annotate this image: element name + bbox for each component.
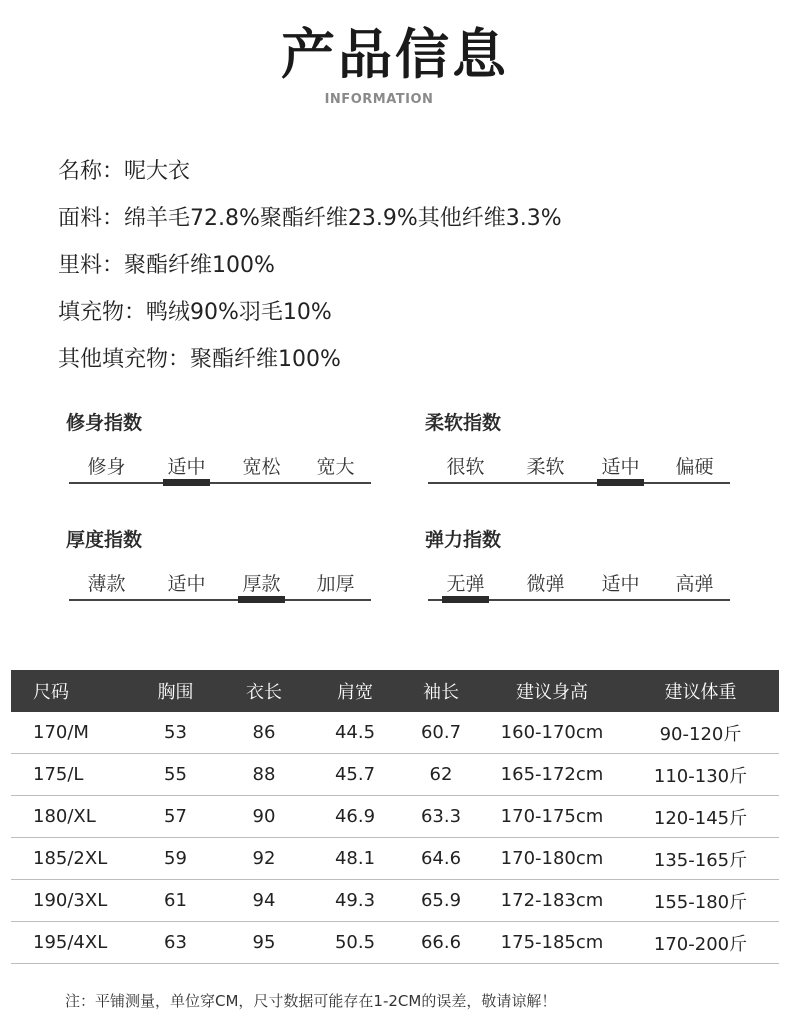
info-value: 绵羊毛72.8%聚酯纤维23.9%其他纤维3.3% — [124, 206, 562, 231]
table-row — [11, 922, 779, 964]
rating-softness — [425, 408, 730, 518]
table-cell: 155-180斤 — [622, 880, 779, 922]
rating-title: 弹力指数 — [425, 529, 502, 551]
column-header: 肩宽 — [310, 670, 400, 712]
table-cell: 57 — [133, 796, 218, 838]
rating-option: 高弹 — [675, 573, 714, 595]
rating-option: 微弹 — [526, 573, 565, 595]
rating-scale-line — [69, 482, 371, 484]
info-row-lining — [58, 242, 562, 289]
table-cell: 172-183cm — [482, 880, 622, 922]
table-cell: 90-120斤 — [622, 712, 779, 754]
table-row — [11, 796, 779, 838]
table-cell: 185/2XL — [11, 838, 133, 880]
table-cell: 63.3 — [400, 796, 482, 838]
info-row-fabric — [58, 195, 562, 242]
rating-option: 很软 — [446, 456, 485, 478]
info-label: 里料： — [58, 253, 125, 278]
table-header-row — [11, 670, 779, 712]
table-cell: 55 — [133, 754, 218, 796]
rating-option: 宽大 — [316, 456, 355, 478]
rating-options — [66, 569, 371, 599]
table-row — [11, 754, 779, 796]
table-row — [11, 712, 779, 754]
size-table — [11, 670, 779, 964]
rating-selected-marker — [163, 479, 210, 486]
rating-option: 厚款 — [242, 573, 281, 595]
info-row-other-filling — [58, 336, 562, 383]
rating-option: 加厚 — [316, 573, 355, 595]
table-cell: 175/L — [11, 754, 133, 796]
info-label: 面料： — [58, 206, 125, 231]
table-cell: 170/M — [11, 712, 133, 754]
rating-title: 修身指数 — [66, 412, 143, 434]
column-header: 衣长 — [218, 670, 310, 712]
info-row-filling — [58, 289, 562, 336]
table-cell: 49.3 — [310, 880, 400, 922]
info-value: 聚酯纤维100% — [124, 253, 275, 278]
table-cell: 65.9 — [400, 880, 482, 922]
rating-thickness — [66, 525, 371, 635]
page-subtitle: INFORMATION — [324, 92, 434, 107]
info-label: 填充物： — [58, 300, 147, 325]
table-cell: 180/XL — [11, 796, 133, 838]
rating-option: 适中 — [601, 573, 640, 595]
rating-scale-line — [428, 482, 730, 484]
table-cell: 95 — [218, 922, 310, 964]
rating-option: 修身 — [87, 456, 126, 478]
table-cell: 160-170cm — [482, 712, 622, 754]
column-header: 袖长 — [400, 670, 482, 712]
page-title: 产品信息 — [281, 23, 509, 86]
rating-option: 薄款 — [87, 573, 126, 595]
table-cell: 48.1 — [310, 838, 400, 880]
table-cell: 62 — [400, 754, 482, 796]
rating-options — [66, 452, 371, 482]
table-cell: 165-172cm — [482, 754, 622, 796]
table-cell: 195/4XL — [11, 922, 133, 964]
rating-title: 厚度指数 — [66, 529, 143, 551]
column-header: 建议体重 — [622, 670, 779, 712]
table-cell: 170-180cm — [482, 838, 622, 880]
info-label: 其他填充物： — [58, 347, 191, 372]
rating-selected-marker — [597, 479, 644, 486]
table-cell: 170-175cm — [482, 796, 622, 838]
table-cell: 190/3XL — [11, 880, 133, 922]
column-header: 尺码 — [11, 670, 133, 712]
rating-title: 柔软指数 — [425, 412, 502, 434]
column-header: 建议身高 — [482, 670, 622, 712]
table-cell: 45.7 — [310, 754, 400, 796]
table-cell: 175-185cm — [482, 922, 622, 964]
rating-option: 柔软 — [526, 456, 565, 478]
table-cell: 46.9 — [310, 796, 400, 838]
rating-selected-marker — [238, 596, 285, 603]
table-row — [11, 880, 779, 922]
column-header: 胸围 — [133, 670, 218, 712]
info-row-name — [58, 148, 562, 195]
table-cell: 61 — [133, 880, 218, 922]
table-cell: 94 — [218, 880, 310, 922]
table-cell: 120-145斤 — [622, 796, 779, 838]
rating-option: 适中 — [601, 456, 640, 478]
rating-option: 宽松 — [242, 456, 281, 478]
table-cell: 53 — [133, 712, 218, 754]
footnote: 注：平铺测量，单位穿CM，尺寸数据可能存在1-2CM的误差，敬请谅解！ — [65, 992, 557, 1010]
product-info-list — [58, 148, 562, 383]
table-cell: 170-200斤 — [622, 922, 779, 964]
rating-scale-line — [69, 599, 371, 601]
rating-option: 无弹 — [446, 573, 485, 595]
table-cell: 64.6 — [400, 838, 482, 880]
table-cell: 63 — [133, 922, 218, 964]
rating-options — [425, 452, 730, 482]
rating-option: 适中 — [167, 573, 206, 595]
info-value: 聚酯纤维100% — [190, 347, 341, 372]
table-cell: 44.5 — [310, 712, 400, 754]
rating-options — [425, 569, 730, 599]
table-cell: 135-165斤 — [622, 838, 779, 880]
table-cell: 50.5 — [310, 922, 400, 964]
table-cell: 110-130斤 — [622, 754, 779, 796]
rating-selected-marker — [442, 596, 489, 603]
table-cell: 90 — [218, 796, 310, 838]
table-cell: 86 — [218, 712, 310, 754]
table-cell: 92 — [218, 838, 310, 880]
info-value: 鸭绒90%羽毛10% — [146, 300, 332, 325]
table-cell: 66.6 — [400, 922, 482, 964]
info-label: 名称： — [58, 159, 125, 184]
rating-option: 适中 — [167, 456, 206, 478]
rating-elasticity — [425, 525, 730, 635]
table-cell: 60.7 — [400, 712, 482, 754]
info-value: 呢大衣 — [124, 159, 191, 184]
rating-option: 偏硬 — [675, 456, 714, 478]
table-cell: 59 — [133, 838, 218, 880]
rating-fit — [66, 408, 371, 518]
table-cell: 88 — [218, 754, 310, 796]
table-row — [11, 838, 779, 880]
